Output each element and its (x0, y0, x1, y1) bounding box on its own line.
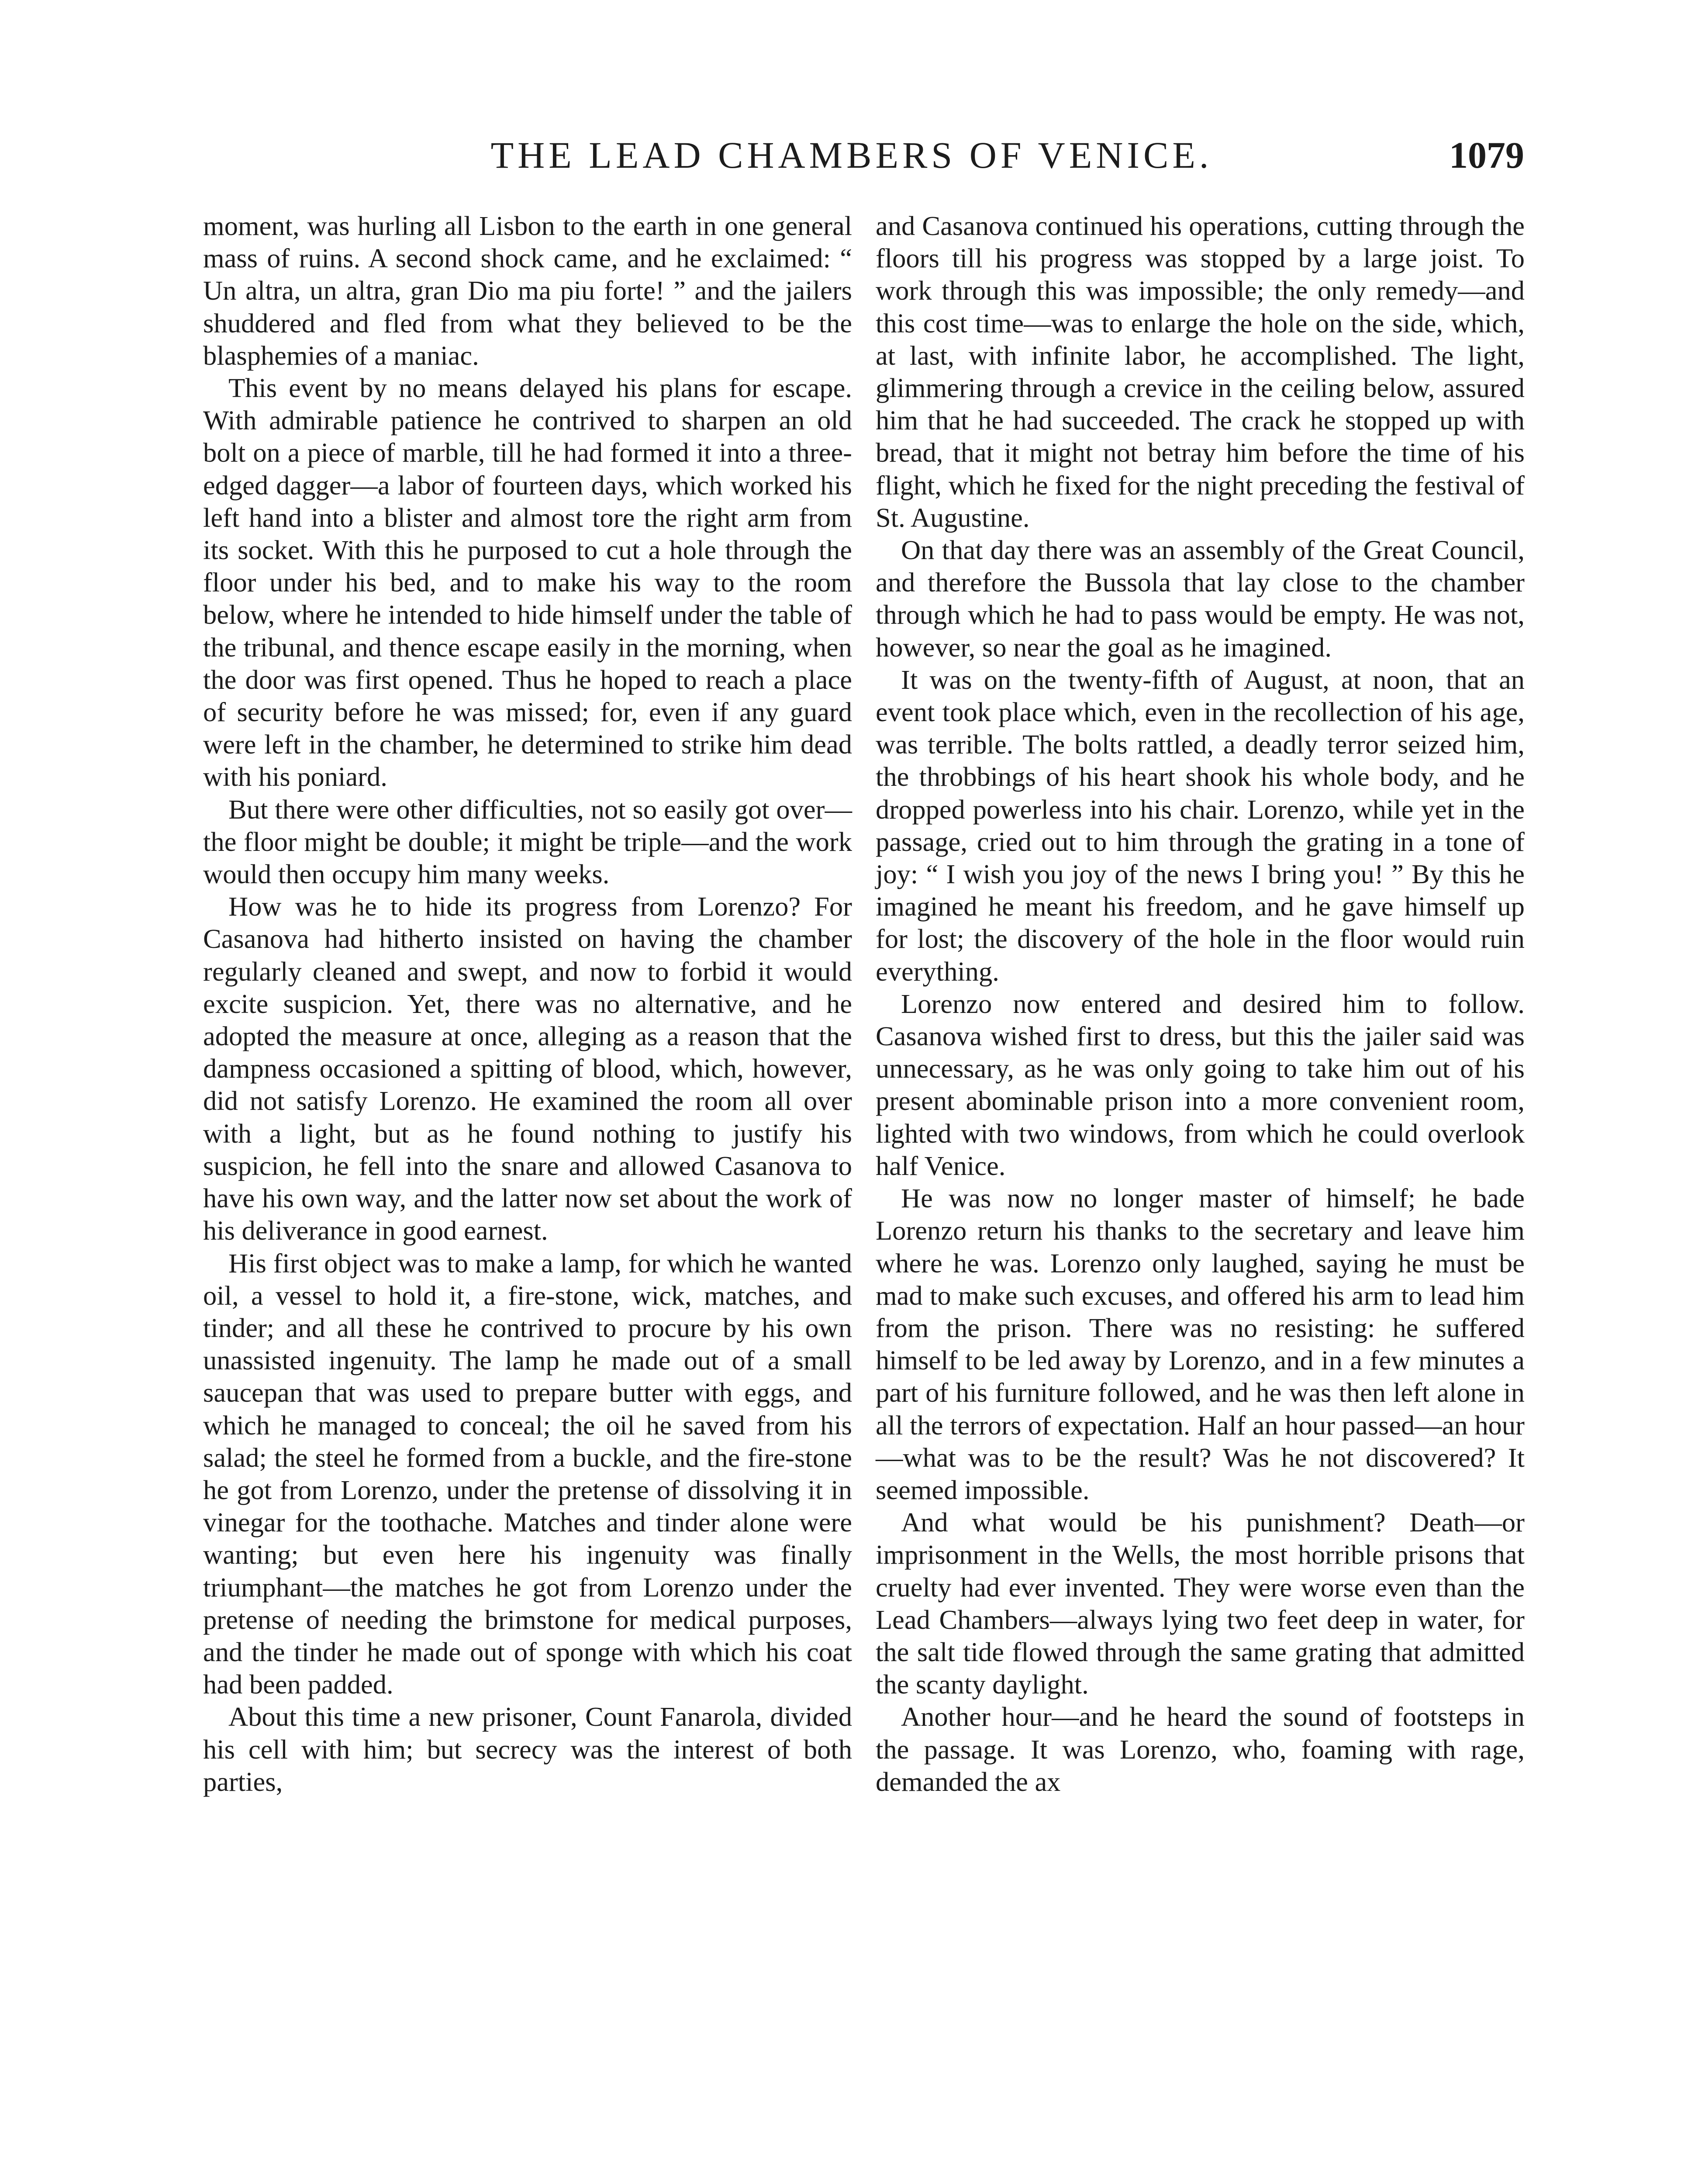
paragraph: He was now no longer master of himself; he bade Lorenzo return his thanks to the secretary and leave him where he was. Lorenzo only laughed, saying he must be mad to make such excuses, and offered his arm to lead him from the prison. There was no resisting: he suffered himself to be led away by Lorenzo, and in a few minutes a part of his furniture followed, and he was then left alone in all the terrors of expectation. Half an hour passed—an hour—what was to be the result? Was he not discovered? It seemed impossible. (876, 1183, 1525, 1505)
paragraph: and Casanova continued his operations, cutting through the floors till his progress was stopped by a large joist. To work through this was impossible; the only remedy—and this cost time—was to enlarge the hole on the side, which, at last, with infinite labor, he accomplished. The light, glimmering through a crevice in the ceiling below, assured him that he had succeeded. The crack he stopped up with bread, that it might not betray him before the time of his flight, which he fixed for the night preceding the festival of St. Augustine. (876, 211, 1525, 533)
paragraph: How was he to hide its progress from Lorenzo? For Casanova had hitherto insisted on having the chamber regularly cleaned and swept, and now to forbid it would excite suspicion. Yet, there was no alternative, and he adopted the measure at once, alleging as a reason that the dampness occasioned a spitting of blood, which, however, did not satisfy Lorenzo. He examined the room all over with a light, but as he found nothing to justify his suspicion, he fell into the snare and allowed Casanova to have his own way, and the latter now set about the work of his deliverance in good earnest. (203, 891, 852, 1246)
running-head (0, 131, 1705, 179)
paragraph: About this time a new prisoner, Count Fanarola, divided his cell with him; but secrecy was the interest of both parties, (203, 1701, 852, 1797)
paragraph: On that day there was an assembly of the Great Council, and therefore the Bussola that lay close to the chamber through which he had to pass would be empty. He was not, however, so near the goal as he imagined. (876, 535, 1525, 663)
paragraph: Another hour—and he heard the sound of footsteps in the passage. It was Lorenzo, who, foaming with rage, demanded the ax (876, 1701, 1525, 1797)
paragraph: His first object was to make a lamp, for which he wanted oil, a vessel to hold it, a fire-stone, wick, matches, and tinder; and all these he contrived to procure by his own unassisted ingenuity. The lamp he made out of a small saucepan that was used to prepare butter with eggs, and which he managed to conceal; the oil he saved from his salad; the steel he formed from a buckle, and the fire-stone he got from Lorenzo, under the pretense of dissolving it in vinegar for the toothache. Matches and tinder alone were wanting; but even here his ingenuity was finally triumphant—the matches he got from Lorenzo under the pretense of needing the brimstone for medical purposes, and the tinder he made out of sponge with which his coat had been padded. (203, 1248, 852, 1700)
paragraph: But there were other difficulties, not so easily got over—the floor might be double; it might be triple—and the work would then occupy him many weeks. (203, 794, 852, 890)
running-title: THE LEAD CHAMBERS OF VENICE. (490, 134, 1213, 176)
left-column (203, 210, 852, 1798)
paragraph: moment, was hurling all Lisbon to the earth in one general mass of ruins. A second shock came, and he exclaimed: “ Un altra, un altra, gran Dio ma piu forte! ” and the jailers shuddered and fled from what they believed to be the blasphemies of a maniac. (203, 211, 852, 371)
page-number: 1079 (1449, 134, 1524, 176)
paragraph: And what would be his punishment? Death—or imprisonment in the Wells, the most horrible prisons that cruelty had ever invented. They were worse even than the Lead Chambers—always lying two feet deep in water, for the salt tide flowed through the same grating that admitted the scanty daylight. (876, 1507, 1525, 1700)
paragraph: It was on the twenty-fifth of August, at noon, that an event took place which, even in the recollection of his age, was terrible. The bolts rattled, a deadly terror seized him, the throbbings of his heart shook his whole body, and he dropped powerless into his chair. Lorenzo, while yet in the passage, cried out to him through the grating in a tone of joy: “ I wish you joy of the news I bring you! ” By this he imagined he meant his freedom, and he gave himself up for lost; the discovery of the hole in the floor would ruin everything. (876, 664, 1525, 987)
paragraph: This event by no means delayed his plans for escape. With admirable patience he contrived to sharpen an old bolt on a piece of marble, till he had formed it into a three-edged dagger—a labor of fourteen days, which worked his left hand into a blister and almost tore the right arm from its socket. With this he purposed to cut a hole through the floor under his bed, and to make his way to the room below, where he intended to hide himself under the table of the tribunal, and thence escape easily in the morning, when the door was first opened. Thus he hoped to reach a place of security before he was missed; for, even if any guard were left in the chamber, he determined to strike him dead with his poniard. (203, 373, 852, 792)
paragraph: Lorenzo now entered and desired him to follow. Casanova wished first to dress, but this the jailer said was unnecessary, as he was only going to take him out of his present abominable prison into a more convenient room, lighted with two windows, from which he could overlook half Venice. (876, 988, 1525, 1181)
right-column (876, 210, 1525, 1798)
